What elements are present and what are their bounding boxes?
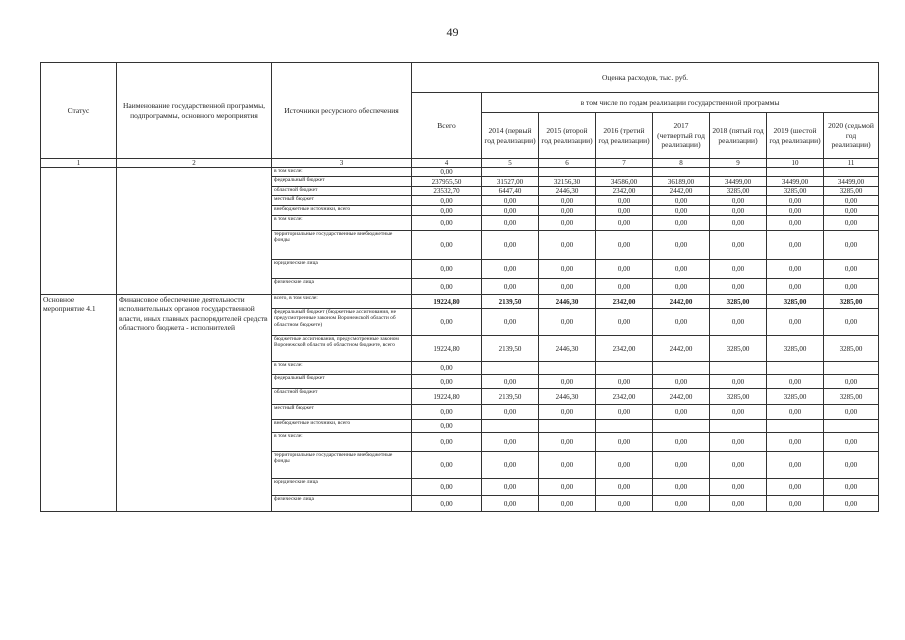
value-cell: 0,00 [767,452,824,479]
source-label: в том числе: [272,216,412,231]
value-cell: 0,00 [653,433,710,452]
value-cell [596,420,653,433]
value-cell: 0,00 [710,309,767,336]
value-cell: 0,00 [710,260,767,279]
column-number: 8 [653,159,710,168]
value-cell: 0,00 [767,479,824,496]
value-cell: 0,00 [653,405,710,420]
value-cell: 0,00 [596,309,653,336]
value-cell: 0,00 [767,196,824,206]
value-cell: 0,00 [824,405,879,420]
value-cell: 0,00 [767,433,824,452]
value-cell: 0,00 [596,260,653,279]
value-cell: 0,00 [482,309,539,336]
name-cell-empty [117,168,272,295]
value-cell: 0,00 [767,375,824,389]
value-cell: 0,00 [710,405,767,420]
value-cell: 0,00 [596,216,653,231]
value-cell: 0,00 [539,405,596,420]
header-status: Статус [41,63,117,159]
header-estimate: Оценка расходов, тыс. руб. [412,63,879,93]
column-number: 6 [539,159,596,168]
value-cell: 0,00 [412,231,482,260]
value-cell: 0,00 [482,405,539,420]
value-cell: 2446,30 [539,336,596,362]
value-cell: 3285,00 [824,336,879,362]
value-cell: 2442,00 [653,187,710,196]
column-number: 4 [412,159,482,168]
value-cell: 2342,00 [596,295,653,309]
value-cell [482,420,539,433]
value-cell: 0,00 [539,231,596,260]
value-cell: 2446,30 [539,295,596,309]
value-cell: 2139,50 [482,336,539,362]
table-row [41,168,879,177]
value-cell: 2442,00 [653,336,710,362]
source-label: в том числе: [272,362,412,375]
value-cell: 0,00 [710,279,767,295]
value-cell: 0,00 [824,260,879,279]
value-cell: 0,00 [482,375,539,389]
value-cell: 0,00 [710,479,767,496]
column-number: 2 [117,159,272,168]
value-cell: 23532,70 [412,187,482,196]
value-cell: 0,00 [539,452,596,479]
header-year: 2015 (второй год реализации) [539,113,596,159]
value-cell: 2342,00 [596,187,653,196]
value-cell: 0,00 [412,405,482,420]
value-cell: 0,00 [482,479,539,496]
value-cell: 2139,50 [482,295,539,309]
value-cell: 0,00 [767,309,824,336]
value-cell [596,168,653,177]
source-label: местный бюджет [272,196,412,206]
header-year: 2016 (третий год реализации) [596,113,653,159]
value-cell: 0,00 [767,496,824,512]
value-cell: 2342,00 [596,336,653,362]
value-cell: 0,00 [710,231,767,260]
value-cell: 0,00 [596,231,653,260]
value-cell: 2342,00 [596,389,653,405]
source-label: территориальные государственные внебюджетные фонды [272,452,412,479]
source-label: внебюджетные источники, всего [272,206,412,216]
value-cell: 237955,50 [412,177,482,187]
source-label: внебюджетные источники, всего [272,420,412,433]
value-cell: 0,00 [412,420,482,433]
value-cell: 0,00 [412,452,482,479]
value-cell: 0,00 [710,375,767,389]
value-cell: 0,00 [596,206,653,216]
value-cell: 0,00 [767,216,824,231]
value-cell [710,168,767,177]
value-cell: 0,00 [596,433,653,452]
header-name: Наименование государственной программы, подпрограммы, основного мероприятия [117,63,272,159]
budget-table [40,62,879,512]
value-cell [653,420,710,433]
source-label: федеральный бюджет (бюджетные ассигнования, не предусмотренные законом Воронежской области об областном бюджете) [272,309,412,336]
value-cell: 3285,00 [824,187,879,196]
value-cell: 0,00 [412,168,482,177]
value-cell: 0,00 [412,362,482,375]
value-cell [710,420,767,433]
value-cell: 0,00 [710,196,767,206]
value-cell: 0,00 [767,231,824,260]
value-cell: 34499,00 [710,177,767,187]
section-name: Финансовое обеспечение деятельности исполнительных органов государственной власти, иных главных распорядителей средств областного бюджета - исполнителей [117,295,272,512]
value-cell: 0,00 [539,375,596,389]
value-cell: 0,00 [596,452,653,479]
value-cell: 0,00 [482,196,539,206]
column-number: 10 [767,159,824,168]
value-cell: 0,00 [824,206,879,216]
value-cell: 0,00 [539,309,596,336]
header-year: 2014 (первый год реализации) [482,113,539,159]
value-cell [653,168,710,177]
value-cell: 0,00 [710,433,767,452]
value-cell: 3285,00 [710,336,767,362]
value-cell: 3285,00 [767,389,824,405]
value-cell: 0,00 [482,452,539,479]
source-label: всего, в том числе: [272,295,412,309]
value-cell: 0,00 [596,479,653,496]
value-cell: 0,00 [653,375,710,389]
value-cell: 3285,00 [710,295,767,309]
source-label: юридические лица [272,260,412,279]
value-cell: 0,00 [596,496,653,512]
value-cell: 0,00 [767,206,824,216]
value-cell: 0,00 [767,405,824,420]
header-total: Всего [412,93,482,159]
value-cell: 2446,30 [539,187,596,196]
value-cell: 0,00 [539,479,596,496]
value-cell [824,362,879,375]
value-cell [767,362,824,375]
column-number: 11 [824,159,879,168]
value-cell [824,168,879,177]
section-status: Основное мероприятие 4.1 [41,295,117,512]
value-cell: 34499,00 [767,177,824,187]
value-cell: 3285,00 [767,336,824,362]
status-cell-empty [41,168,117,295]
table-row [41,295,879,309]
value-cell: 2446,30 [539,389,596,405]
value-cell: 0,00 [482,433,539,452]
value-cell [710,362,767,375]
value-cell: 0,00 [653,206,710,216]
value-cell: 0,00 [539,196,596,206]
value-cell: 0,00 [824,433,879,452]
value-cell: 0,00 [412,479,482,496]
header-year: 2018 (пятый год реализации) [710,113,767,159]
value-cell: 0,00 [482,496,539,512]
value-cell [539,420,596,433]
value-cell: 32156,30 [539,177,596,187]
source-label: областной бюджет [272,187,412,196]
value-cell: 0,00 [596,279,653,295]
column-number: 5 [482,159,539,168]
value-cell: 3285,00 [824,389,879,405]
value-cell [824,420,879,433]
value-cell: 0,00 [653,279,710,295]
source-label: областной бюджет [272,389,412,405]
value-cell: 19224,80 [412,389,482,405]
column-number: 1 [41,159,117,168]
value-cell: 2442,00 [653,295,710,309]
value-cell: 0,00 [412,196,482,206]
value-cell: 0,00 [710,216,767,231]
source-label: федеральный бюджет [272,177,412,187]
value-cell: 0,00 [482,260,539,279]
value-cell: 6447,40 [482,187,539,196]
value-cell: 0,00 [653,309,710,336]
header-year: 2019 (шестой год реализации) [767,113,824,159]
value-cell [767,168,824,177]
value-cell: 0,00 [539,216,596,231]
value-cell: 0,00 [653,496,710,512]
value-cell: 0,00 [482,279,539,295]
value-cell [767,420,824,433]
column-number: 3 [272,159,412,168]
value-cell: 0,00 [596,405,653,420]
value-cell: 3285,00 [710,389,767,405]
value-cell: 0,00 [412,206,482,216]
value-cell: 0,00 [824,479,879,496]
value-cell: 0,00 [482,206,539,216]
value-cell: 3285,00 [824,295,879,309]
value-cell: 0,00 [653,231,710,260]
value-cell: 19224,80 [412,336,482,362]
column-number: 9 [710,159,767,168]
header-year: 2020 (седьмой год реализации) [824,113,879,159]
value-cell: 19224,80 [412,295,482,309]
header-by-years: в том числе по годам реализации государственной программы [482,93,879,113]
value-cell: 0,00 [824,309,879,336]
page-number: 49 [446,25,459,39]
value-cell: 0,00 [653,216,710,231]
value-cell: 0,00 [824,496,879,512]
value-cell [653,362,710,375]
value-cell: 3285,00 [767,295,824,309]
value-cell: 0,00 [824,452,879,479]
source-label: территориальные государственные внебюджетные фонды [272,231,412,260]
value-cell: 0,00 [539,433,596,452]
value-cell [539,362,596,375]
value-cell: 0,00 [653,196,710,206]
value-cell: 0,00 [412,375,482,389]
value-cell: 0,00 [710,452,767,479]
value-cell: 0,00 [767,260,824,279]
value-cell: 0,00 [482,231,539,260]
value-cell: 0,00 [412,260,482,279]
value-cell [539,168,596,177]
value-cell: 3285,00 [767,187,824,196]
value-cell: 0,00 [824,196,879,206]
header-source: Источники ресурсного обеспечения [272,63,412,159]
value-cell: 0,00 [539,279,596,295]
value-cell: 0,00 [539,260,596,279]
value-cell: 0,00 [596,196,653,206]
value-cell: 0,00 [710,206,767,216]
value-cell [482,168,539,177]
value-cell: 2442,00 [653,389,710,405]
value-cell: 0,00 [596,375,653,389]
source-label: в том числе: [272,433,412,452]
source-label: физические лица [272,496,412,512]
value-cell: 0,00 [653,452,710,479]
value-cell: 34499,00 [824,177,879,187]
value-cell [482,362,539,375]
value-cell: 0,00 [412,433,482,452]
source-label: юридические лица [272,479,412,496]
source-label: местный бюджет [272,405,412,420]
value-cell: 2139,50 [482,389,539,405]
value-cell: 0,00 [412,216,482,231]
value-cell: 0,00 [653,260,710,279]
value-cell: 31527,00 [482,177,539,187]
value-cell: 0,00 [824,279,879,295]
value-cell: 0,00 [412,309,482,336]
value-cell: 3285,00 [710,187,767,196]
value-cell: 0,00 [767,279,824,295]
header-year: 2017 (четвертый год реализации) [653,113,710,159]
value-cell: 0,00 [539,496,596,512]
value-cell: 0,00 [824,216,879,231]
source-label: в том числе: [272,168,412,177]
value-cell: 0,00 [412,279,482,295]
source-label: физические лица [272,279,412,295]
value-cell: 0,00 [653,479,710,496]
value-cell: 0,00 [412,496,482,512]
value-cell: 0,00 [710,496,767,512]
source-label: федеральный бюджет [272,375,412,389]
value-cell: 0,00 [824,231,879,260]
value-cell: 0,00 [482,216,539,231]
value-cell [596,362,653,375]
value-cell: 0,00 [824,375,879,389]
value-cell: 0,00 [539,206,596,216]
value-cell: 36189,00 [653,177,710,187]
source-label: бюджетные ассигнования, предусмотренные законом Воронежской области об областном бюджете, всего [272,336,412,362]
column-number: 7 [596,159,653,168]
value-cell: 34586,00 [596,177,653,187]
